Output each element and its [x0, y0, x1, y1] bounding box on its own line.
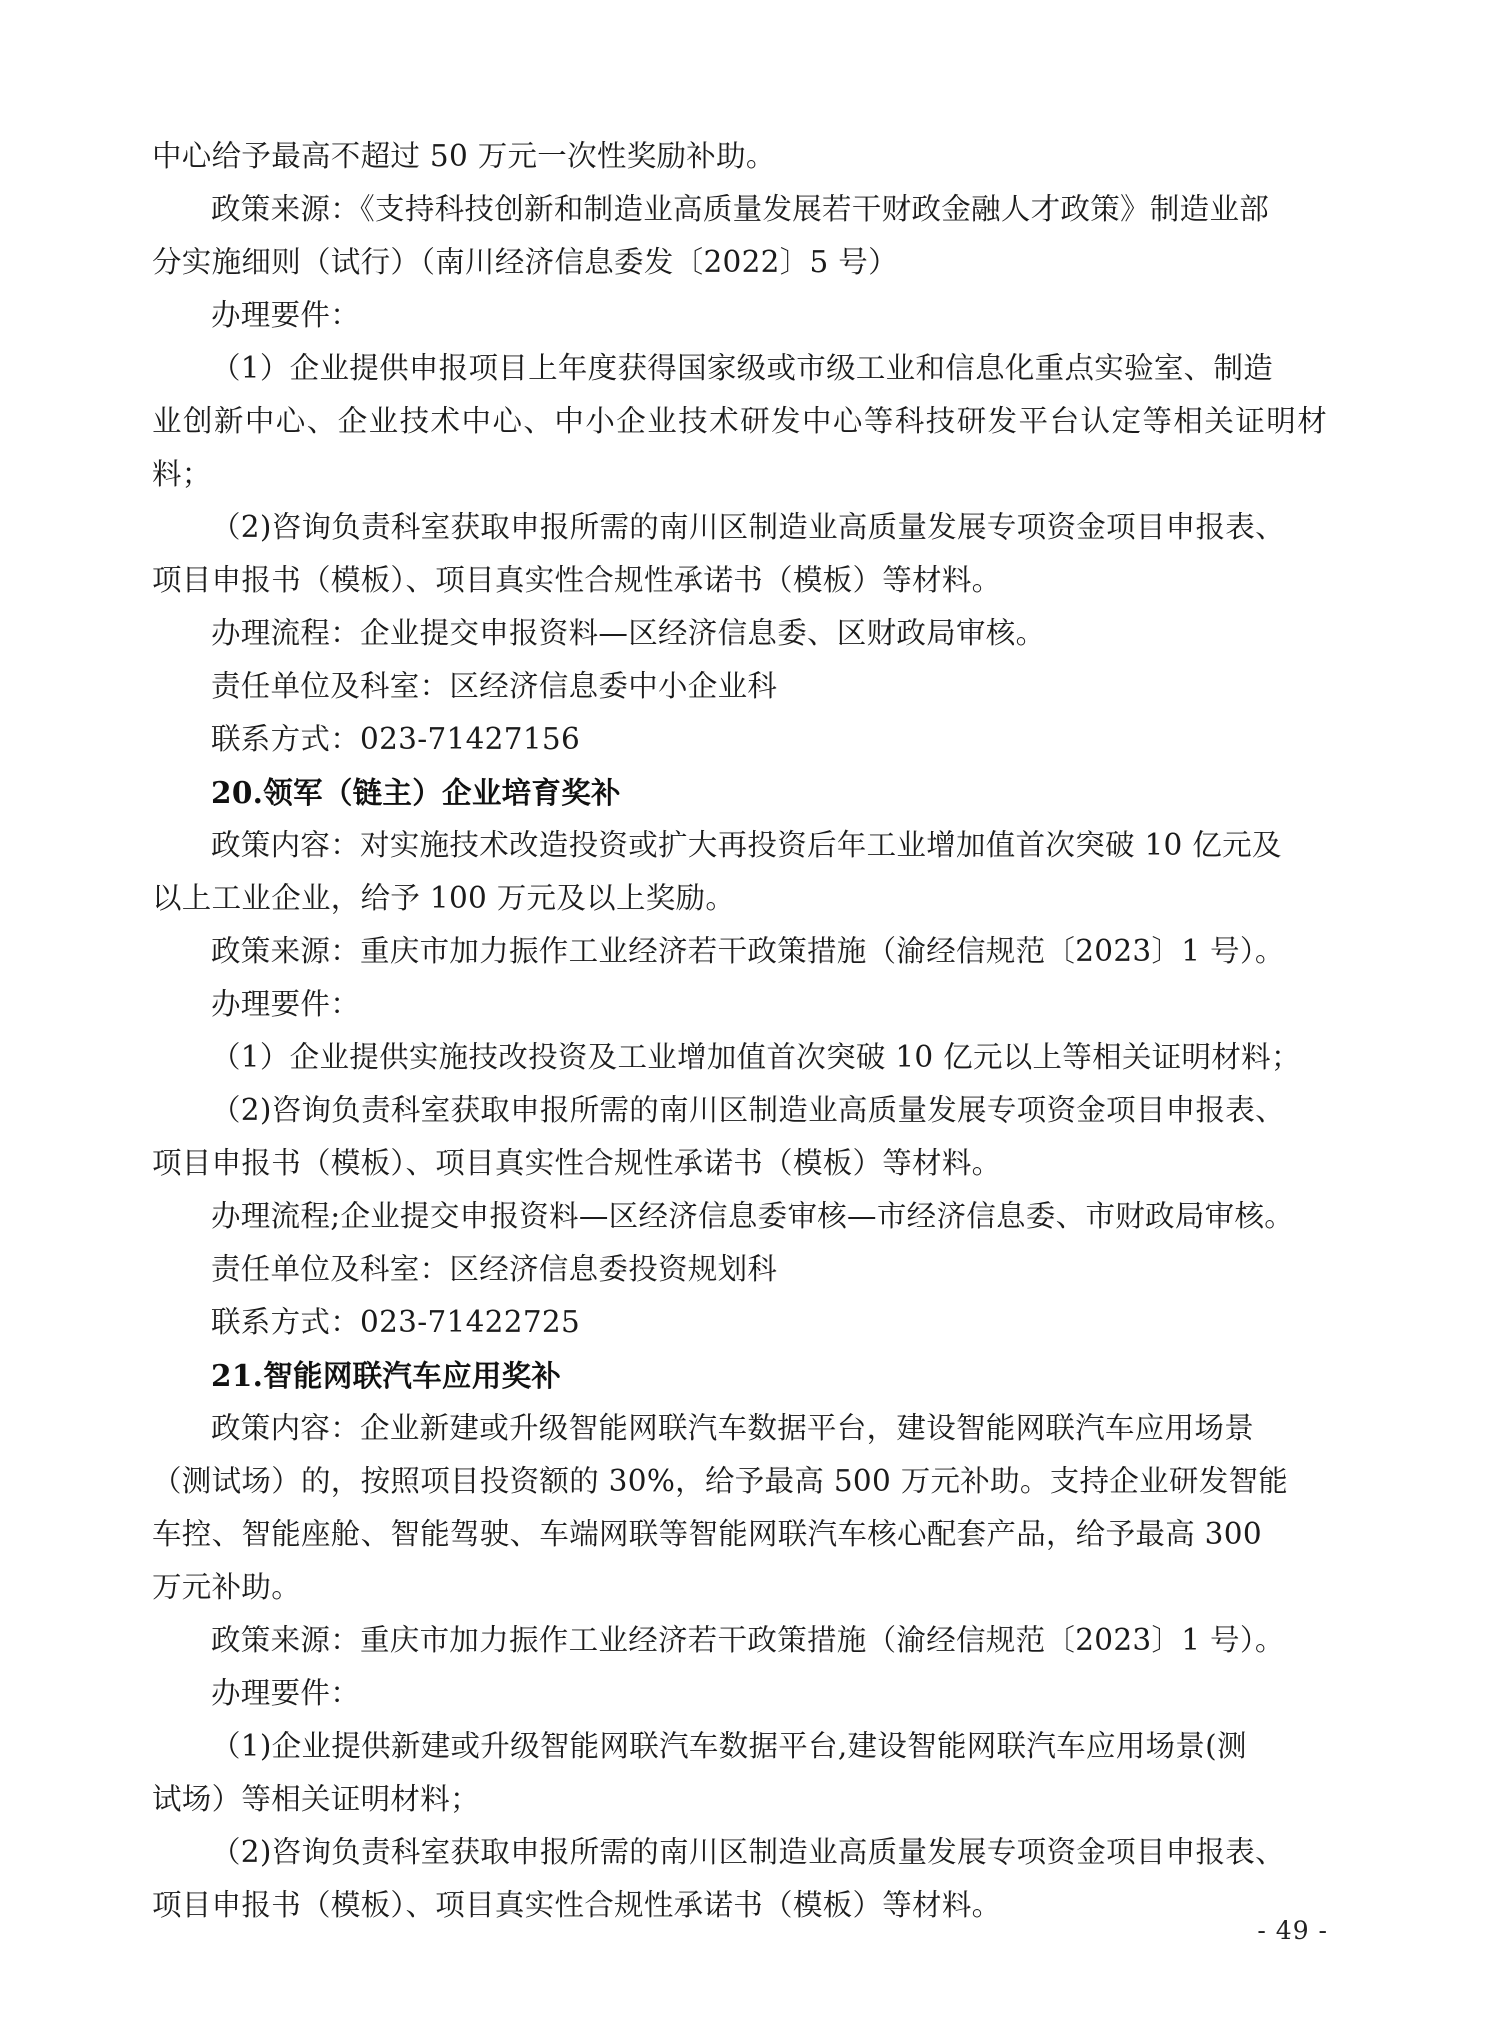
section-heading-21: 21.智能网联汽车应用奖补	[211, 1358, 562, 1393]
paragraph: 办理要件：	[211, 1676, 361, 1710]
paragraph: 车控、智能座舱、智能驾驶、车端网联等智能网联汽车核心配套产品，给予最高 300	[152, 1517, 1262, 1551]
paragraph: 政策内容：对实施技术改造投资或扩大再投资后年工业增加值首次突破 10 亿元及	[211, 828, 1282, 862]
paragraph: 试场）等相关证明材料；	[152, 1782, 480, 1816]
paragraph: 联系方式：023-71422725	[211, 1305, 581, 1339]
paragraph: 项目申报书（模板）、项目真实性合规性承诺书（模板）等材料。	[152, 1888, 1002, 1922]
paragraph: 业创新中心、企业技术中心、中小企业技术研发中心等科技研发平台认定等相关证明材料；	[152, 404, 1327, 491]
paragraph: 政策来源：重庆市加力振作工业经济若干政策措施（渝经信规范〔2023〕1 号）。	[211, 934, 1285, 968]
paragraph: 万元补助。	[152, 1570, 302, 1604]
paragraph: （2)咨询负责科室获取申报所需的南川区制造业高质量发展专项资金项目申报表、	[211, 1835, 1285, 1869]
paragraph: （1)企业提供新建或升级智能网联汽车数据平台,建设智能网联汽车应用场景(测	[211, 1729, 1247, 1763]
document-body	[152, 130, 1327, 1932]
paragraph: 责任单位及科室：区经济信息委中小企业科	[211, 669, 778, 703]
paragraph: 办理要件：	[211, 298, 361, 332]
paragraph: 办理流程：企业提交申报资料—区经济信息委、区财政局审核。	[211, 616, 1046, 650]
paragraph: （测试场）的，按照项目投资额的 30%，给予最高 500 万元补助。支持企业研发智能	[152, 1464, 1289, 1498]
paragraph: 办理要件：	[211, 987, 361, 1021]
section-heading-20: 20.领军（链主）企业培育奖补	[211, 775, 621, 810]
paragraph: 政策内容：企业新建或升级智能网联汽车数据平台，建设智能网联汽车应用场景	[211, 1411, 1255, 1445]
paragraph: 责任单位及科室：区经济信息委投资规划科	[211, 1252, 778, 1286]
paragraph: （2)咨询负责科室获取申报所需的南川区制造业高质量发展专项资金项目申报表、	[211, 1093, 1285, 1127]
paragraph: 政策来源：《支持科技创新和制造业高质量发展若干财政金融人才政策》制造业部	[211, 192, 1270, 226]
paragraph: 项目申报书（模板）、项目真实性合规性承诺书（模板）等材料。	[152, 563, 1002, 597]
paragraph: 以上工业企业，给予 100 万元及以上奖励。	[152, 881, 736, 915]
paragraph: 分实施细则（试行）（南川经济信息委发〔2022〕5 号）	[152, 245, 898, 279]
paragraph: （2)咨询负责科室获取申报所需的南川区制造业高质量发展专项资金项目申报表、	[211, 510, 1285, 544]
paragraph: （1）企业提供申报项目上年度获得国家级或市级工业和信息化重点实验室、制造	[211, 351, 1274, 385]
paragraph: 政策来源：重庆市加力振作工业经济若干政策措施（渝经信规范〔2023〕1 号）。	[211, 1623, 1285, 1657]
paragraph: 项目申报书（模板）、项目真实性合规性承诺书（模板）等材料。	[152, 1146, 1002, 1180]
page-number: - 49 -	[1257, 1916, 1328, 1945]
paragraph: （1）企业提供实施技改投资及工业增加值首次突破 10 亿元以上等相关证明材料；	[211, 1040, 1301, 1074]
paragraph: 中心给予最高不超过 50 万元一次性奖励补助。	[152, 139, 776, 173]
paragraph: 办理流程;企业提交申报资料—区经济信息委审核—市经济信息委、市财政局审核。	[211, 1199, 1295, 1233]
paragraph: 联系方式：023-71427156	[211, 722, 581, 756]
